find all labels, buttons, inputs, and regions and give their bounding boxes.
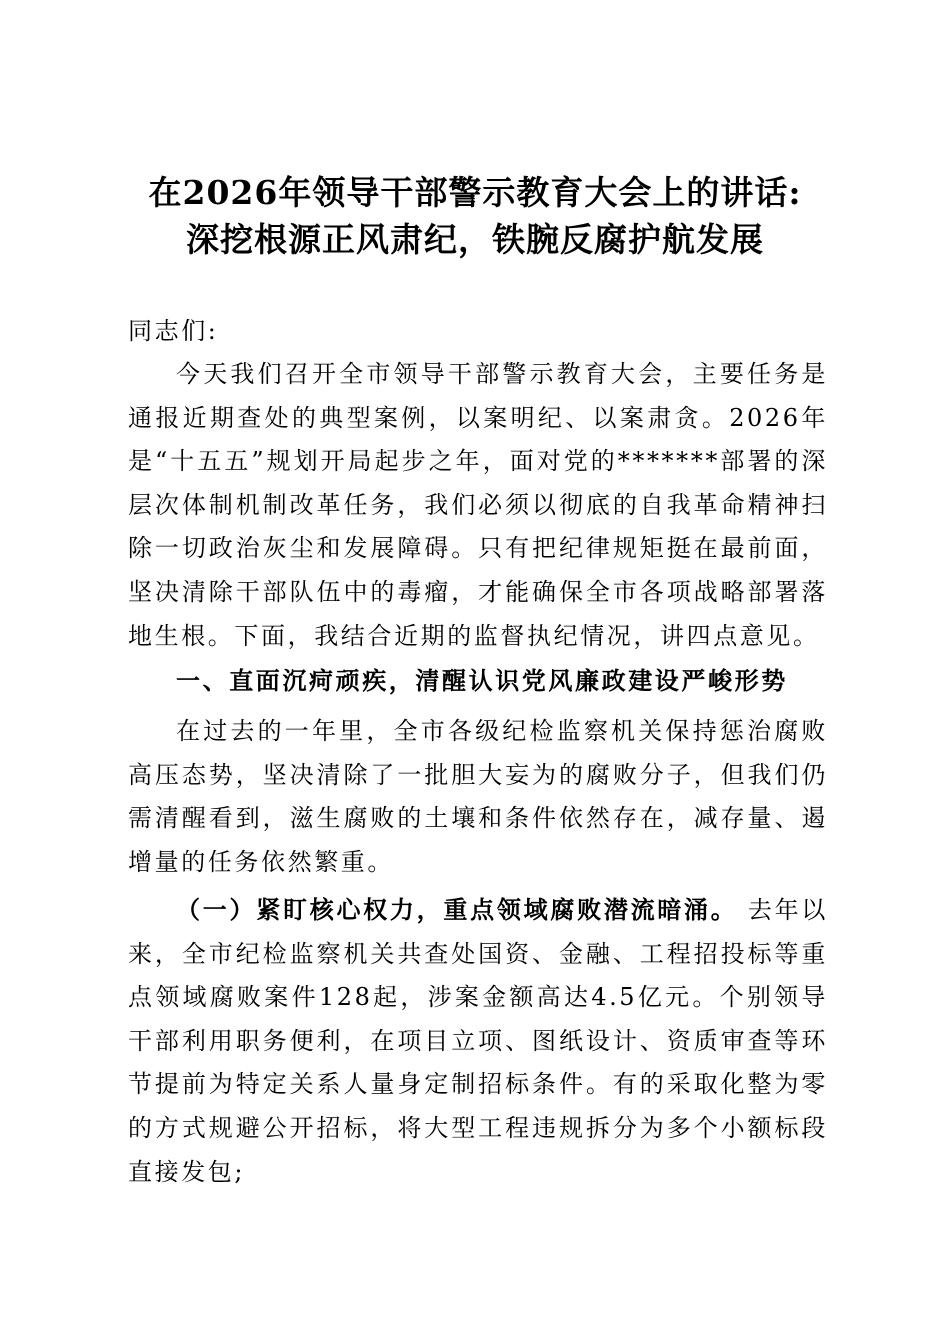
section-heading-1: 一、直面沉疴顽疾，清醒认识党风廉政建设严峻形势 bbox=[176, 666, 788, 695]
paragraph-section-1: 在过去的一年里，全市各级纪检监察机关保持惩治腐败高压态势，坚决清除了一批胆大妄为的腐败分子，但我们仍需清醒看到，滋生腐败的土壤和条件依然存在，减存量、遏增量的任务依然繁重。 bbox=[128, 717, 828, 876]
paragraph-intro: 今天我们召开全市领导干部警示教育大会，主要任务是通报近期查处的典型案例，以案明纪、以案肃贪。2026年是“十五五”规划开局起步之年，面对党的*******部署的深层次体制机制改革任务，我们必须以彻底的自我革命精神扫除一切政治灰尘和发展障碍。只有把纪律规矩挺在最前面，坚决清除干部队伍中的毒瘤，才能确保全市各项战略部署落地生根。下面，我结合近期的监督执纪情况，讲四点意见。 bbox=[128, 360, 828, 650]
document-title-line-1: 在2026年领导干部警示教育大会上的讲话: bbox=[148, 173, 802, 212]
subsection-heading-1: （一）紧盯核心权力，重点领域腐败潜流暗涌。 bbox=[176, 895, 738, 924]
paragraph-subsection-1 bbox=[128, 888, 828, 1194]
salutation: 同志们: bbox=[128, 317, 219, 345]
subsection-1-body: 去年以来，全市纪检监察机关共查处国资、金融、工程招投标等重点领域腐败案件128起，涉案金额高达4.5亿元。个别领导干部利用职务便利，在项目立项、图纸设计、资质审查等环节提前为特定关系人量身定制招标条件。有的采取化整为零的方式规避公开招标，将大型工程违规拆分为多个小额标段直接发包; bbox=[128, 896, 828, 1186]
document-title-line-2: 深挖根源正风肃纪，铁腕反腐护航发展 bbox=[186, 220, 764, 259]
